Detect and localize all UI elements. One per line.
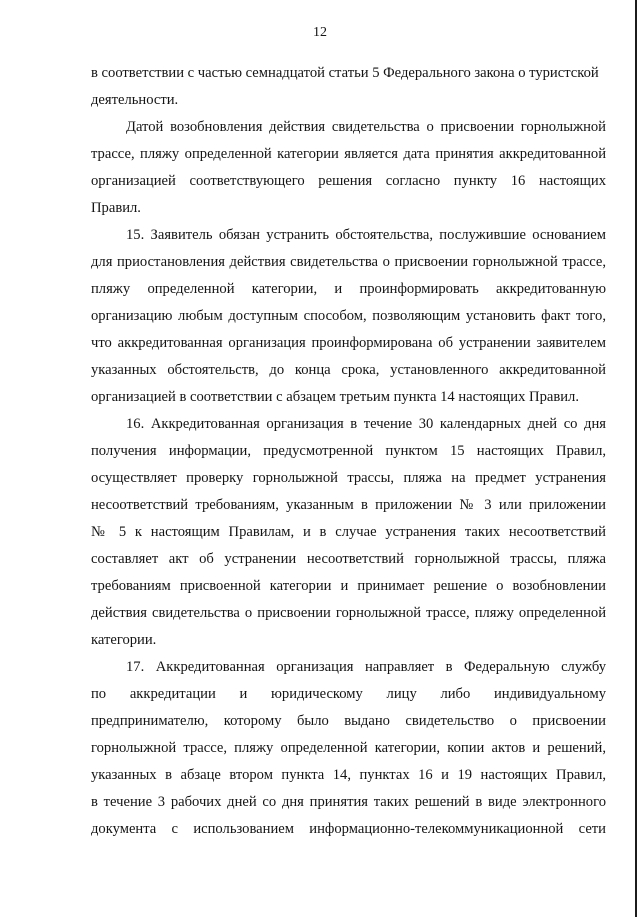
text-line: трассе, пляжу определенной категории является дата принятия аккредитованной: [91, 146, 606, 162]
text-line: составляет акт об устранении несоответствий горнолыжной трассы, пляжа: [91, 551, 606, 567]
text-line: в соответствии с частью семнадцатой статьи 5 Федерального закона о туристской: [91, 65, 599, 81]
text-line: 15. Заявитель обязан устранить обстоятельства, послужившие основанием: [126, 227, 606, 243]
text-line: получения информации, предусмотренной пунктом 15 настоящих Правил,: [91, 443, 606, 459]
text-line: организацией в соответствии с абзацем третьим пункта 14 настоящих Правил.: [91, 389, 579, 405]
text-line: действия свидетельства о присвоении горнолыжной трассе, пляжу определенной: [91, 605, 606, 621]
text-line: осуществляет проверку горнолыжной трассы, пляжа на предмет устранения: [91, 470, 606, 486]
page-number: 12: [313, 25, 327, 40]
page-edge-line: [635, 0, 637, 917]
text-line: для приостановления действия свидетельства о присвоении горнолыжной трассе,: [91, 254, 606, 270]
text-line: Датой возобновления действия свидетельства о присвоении горнолыжной: [126, 119, 606, 135]
text-line: требованиям присвоенной категории и принимает решение о возобновлении: [91, 578, 606, 594]
text-line: Правил.: [91, 200, 141, 216]
text-line: указанных обстоятельств, до конца срока, установленного аккредитованной: [91, 362, 606, 378]
text-line: по аккредитации и юридическому лицу либо индивидуальному: [91, 686, 606, 702]
text-line: организацией соответствующего решения согласно пункту 16 настоящих: [91, 173, 606, 189]
text-line: что аккредитованная организация проинформирована об устранении заявителем: [91, 335, 606, 351]
text-line: горнолыжной трассе, пляжу определенной категории, копии актов и решений,: [91, 740, 606, 756]
text-line: в течение 3 рабочих дней со дня принятия таких решений в виде электронного: [91, 794, 606, 810]
text-line: указанных в абзаце втором пункта 14, пунктах 16 и 19 настоящих Правил,: [91, 767, 606, 783]
text-line: 17. Аккредитованная организация направляет в Федеральную службу: [126, 659, 606, 675]
text-line: документа с использованием информационно-телекоммуникационной сети: [91, 821, 606, 837]
text-line: деятельности.: [91, 92, 179, 108]
text-line: несоответствий требованиям, указанным в приложении № 3 или приложении: [91, 497, 606, 513]
text-line: категории.: [91, 632, 157, 648]
text-line: организацию любым доступным способом, позволяющим установить факт того,: [91, 308, 606, 324]
text-line: предпринимателю, которому было выдано свидетельство о присвоении: [91, 713, 606, 729]
text-line: пляжу определенной категории, и проинформировать аккредитованную: [91, 281, 606, 297]
text-line: 16. Аккредитованная организация в течение 30 календарных дней со дня: [126, 416, 606, 432]
text-line: № 5 к настоящим Правилам, и в случае устранения таких несоответствий: [91, 524, 606, 540]
